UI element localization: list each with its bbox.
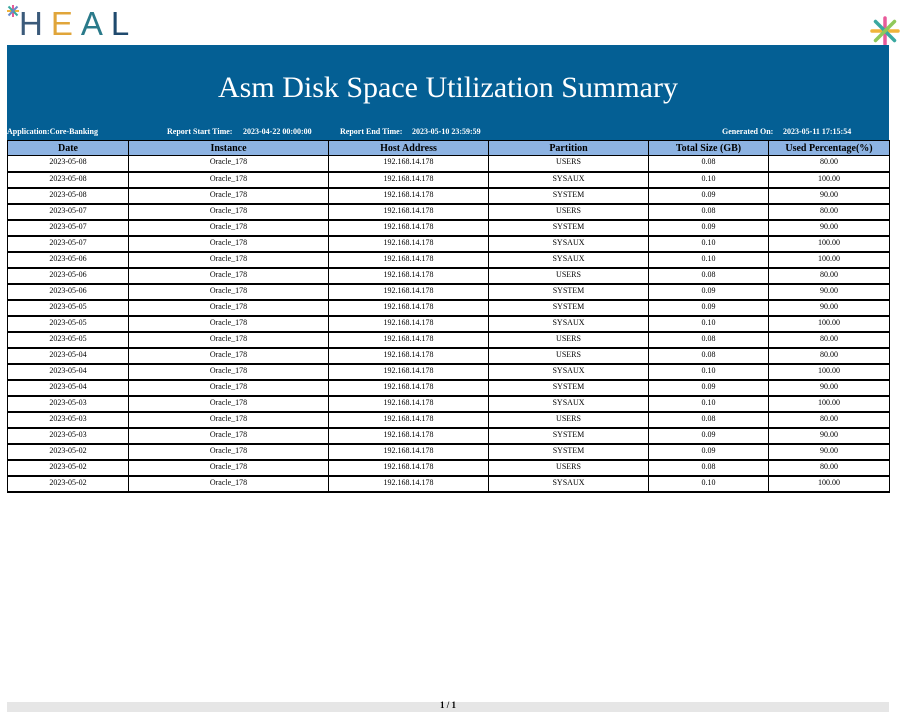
table-cell: SYSAUX xyxy=(489,252,649,268)
table-cell: Oracle_178 xyxy=(129,476,329,492)
column-header: Partition xyxy=(489,141,649,156)
table-cell: 80.00 xyxy=(769,204,890,220)
table-cell: SYSTEM xyxy=(489,300,649,316)
asterisk-logo-icon xyxy=(6,4,20,18)
table-cell: 192.168.14.178 xyxy=(329,332,489,348)
table-row xyxy=(8,460,890,476)
table-cell: 192.168.14.178 xyxy=(329,364,489,380)
table-cell: 0.10 xyxy=(649,476,769,492)
table-cell: 0.10 xyxy=(649,364,769,380)
footer-bar xyxy=(7,702,889,712)
table-cell: 2023-05-07 xyxy=(8,204,129,220)
table-cell: 100.00 xyxy=(769,236,890,252)
table-cell: 2023-05-02 xyxy=(8,460,129,476)
table-cell: 90.00 xyxy=(769,380,890,396)
table-cell: 2023-05-03 xyxy=(8,412,129,428)
table-row xyxy=(8,236,890,252)
table-cell: SYSTEM xyxy=(489,380,649,396)
table-cell: 192.168.14.178 xyxy=(329,380,489,396)
table-cell: USERS xyxy=(489,204,649,220)
table-cell: 0.10 xyxy=(649,396,769,412)
table-cell: SYSAUX xyxy=(489,364,649,380)
table-cell: 90.00 xyxy=(769,444,890,460)
table-cell: Oracle_178 xyxy=(129,316,329,332)
table-cell: 192.168.14.178 xyxy=(329,268,489,284)
table-cell: 100.00 xyxy=(769,172,890,188)
table-cell: USERS xyxy=(489,332,649,348)
table-cell: 2023-05-02 xyxy=(8,444,129,460)
table-header-row xyxy=(8,141,890,156)
table-cell: Oracle_178 xyxy=(129,236,329,252)
generated-on-value: 2023-05-11 17:15:54 xyxy=(783,127,852,136)
table-cell: 192.168.14.178 xyxy=(329,156,489,172)
table-cell: SYSAUX xyxy=(489,476,649,492)
table-cell: 90.00 xyxy=(769,428,890,444)
table-cell: 80.00 xyxy=(769,348,890,364)
table-cell: 192.168.14.178 xyxy=(329,172,489,188)
table-row xyxy=(8,220,890,236)
table-cell: Oracle_178 xyxy=(129,428,329,444)
table-cell: 2023-05-07 xyxy=(8,236,129,252)
table-cell: 0.10 xyxy=(649,252,769,268)
table-cell: USERS xyxy=(489,156,649,172)
table-row xyxy=(8,188,890,204)
table-cell: 80.00 xyxy=(769,268,890,284)
table-row xyxy=(8,284,890,300)
table-cell: 192.168.14.178 xyxy=(329,220,489,236)
table-row xyxy=(8,316,890,332)
table-cell: Oracle_178 xyxy=(129,444,329,460)
table-cell: USERS xyxy=(489,412,649,428)
logo-letter: H xyxy=(19,5,51,42)
table-row xyxy=(8,252,890,268)
table-cell: 80.00 xyxy=(769,332,890,348)
table-cell: Oracle_178 xyxy=(129,220,329,236)
table-cell: 0.08 xyxy=(649,332,769,348)
table-cell: Oracle_178 xyxy=(129,460,329,476)
logo-text xyxy=(19,5,137,43)
table-row xyxy=(8,332,890,348)
table-cell: 2023-05-04 xyxy=(8,348,129,364)
table-cell: 2023-05-06 xyxy=(8,268,129,284)
table-cell: 192.168.14.178 xyxy=(329,204,489,220)
table-row xyxy=(8,380,890,396)
end-time-value: 2023-05-10 23:59:59 xyxy=(412,127,481,136)
table-cell: 80.00 xyxy=(769,460,890,476)
report-title: Asm Disk Space Utilization Summary xyxy=(218,71,678,104)
logo-letter: A xyxy=(80,5,111,42)
table-cell: 0.08 xyxy=(649,412,769,428)
table-cell: 0.08 xyxy=(649,204,769,220)
table-cell: 90.00 xyxy=(769,300,890,316)
heal-logo xyxy=(6,4,137,40)
table-row xyxy=(8,444,890,460)
table-cell: 2023-05-03 xyxy=(8,428,129,444)
table-cell: SYSTEM xyxy=(489,444,649,460)
table-cell: 2023-05-06 xyxy=(8,252,129,268)
report-banner xyxy=(7,45,889,140)
table-cell: SYSAUX xyxy=(489,172,649,188)
start-time-label: Report Start Time: xyxy=(167,127,233,136)
table-row xyxy=(8,348,890,364)
table-row xyxy=(8,364,890,380)
table-cell: Oracle_178 xyxy=(129,188,329,204)
table-cell: SYSAUX xyxy=(489,316,649,332)
table-cell: 192.168.14.178 xyxy=(329,300,489,316)
column-header: Date xyxy=(8,141,129,156)
table-cell: 100.00 xyxy=(769,252,890,268)
table-cell: 2023-05-08 xyxy=(8,188,129,204)
table-cell: 192.168.14.178 xyxy=(329,188,489,204)
table-cell: 192.168.14.178 xyxy=(329,236,489,252)
table-cell: SYSAUX xyxy=(489,236,649,252)
table-cell: 0.09 xyxy=(649,220,769,236)
table-cell: 0.08 xyxy=(649,348,769,364)
table-body xyxy=(8,156,890,492)
page-number: 1 / 1 xyxy=(439,700,456,710)
table-cell: 2023-05-05 xyxy=(8,300,129,316)
table-row xyxy=(8,428,890,444)
table-cell: 2023-05-08 xyxy=(8,156,129,172)
table-cell: 90.00 xyxy=(769,220,890,236)
table-row xyxy=(8,268,890,284)
table-cell: 2023-05-04 xyxy=(8,380,129,396)
table-cell: Oracle_178 xyxy=(129,156,329,172)
table-cell: 2023-05-08 xyxy=(8,172,129,188)
logo-letter: L xyxy=(110,5,138,42)
table-cell: 0.10 xyxy=(649,172,769,188)
table-cell: Oracle_178 xyxy=(129,412,329,428)
table-cell: 192.168.14.178 xyxy=(329,284,489,300)
table-cell: 0.10 xyxy=(649,316,769,332)
table-cell: SYSTEM xyxy=(489,428,649,444)
table-cell: USERS xyxy=(489,348,649,364)
table-cell: 192.168.14.178 xyxy=(329,412,489,428)
table-cell: 2023-05-05 xyxy=(8,316,129,332)
table-cell: 80.00 xyxy=(769,412,890,428)
table-cell: 0.08 xyxy=(649,156,769,172)
table-cell: USERS xyxy=(489,460,649,476)
table-cell: 100.00 xyxy=(769,396,890,412)
table-cell: 2023-05-02 xyxy=(8,476,129,492)
disk-space-table xyxy=(7,140,890,493)
end-time-label: Report End Time: xyxy=(340,127,403,136)
table-cell: 2023-05-04 xyxy=(8,364,129,380)
table-cell: Oracle_178 xyxy=(129,348,329,364)
table-cell: 0.09 xyxy=(649,380,769,396)
table-cell: 100.00 xyxy=(769,364,890,380)
table-cell: 192.168.14.178 xyxy=(329,460,489,476)
table-cell: 0.10 xyxy=(649,236,769,252)
table-cell: Oracle_178 xyxy=(129,268,329,284)
table-row xyxy=(8,476,890,492)
table-cell: 0.09 xyxy=(649,428,769,444)
table-cell: 2023-05-03 xyxy=(8,396,129,412)
table-cell: Oracle_178 xyxy=(129,396,329,412)
table-cell: USERS xyxy=(489,268,649,284)
table-cell: 0.08 xyxy=(649,460,769,476)
table-row xyxy=(8,204,890,220)
table-cell: 192.168.14.178 xyxy=(329,476,489,492)
table-cell: 192.168.14.178 xyxy=(329,396,489,412)
table-cell: 2023-05-07 xyxy=(8,220,129,236)
table-cell: Oracle_178 xyxy=(129,172,329,188)
column-header: Host Address xyxy=(329,141,489,156)
table-cell: 0.09 xyxy=(649,300,769,316)
table-cell: SYSAUX xyxy=(489,396,649,412)
table-cell: Oracle_178 xyxy=(129,364,329,380)
table-cell: 0.09 xyxy=(649,444,769,460)
table-row xyxy=(8,156,890,172)
application-name: Application:Core-Banking xyxy=(7,127,98,136)
table-row xyxy=(8,412,890,428)
logo-letter: E xyxy=(50,5,81,42)
table-cell: 192.168.14.178 xyxy=(329,348,489,364)
table-cell: 80.00 xyxy=(769,156,890,172)
table-cell: 192.168.14.178 xyxy=(329,316,489,332)
generated-on-label: Generated On: xyxy=(722,127,774,136)
table-cell: 100.00 xyxy=(769,476,890,492)
table-row xyxy=(8,172,890,188)
table-cell: SYSTEM xyxy=(489,220,649,236)
table-row xyxy=(8,300,890,316)
table-cell: Oracle_178 xyxy=(129,332,329,348)
table-cell: 192.168.14.178 xyxy=(329,252,489,268)
table-cell: Oracle_178 xyxy=(129,204,329,220)
table-cell: 192.168.14.178 xyxy=(329,428,489,444)
column-header: Total Size (GB) xyxy=(649,141,769,156)
table-cell: 0.09 xyxy=(649,188,769,204)
table-cell: 100.00 xyxy=(769,316,890,332)
table-cell: Oracle_178 xyxy=(129,380,329,396)
table-cell: Oracle_178 xyxy=(129,300,329,316)
table-cell: 0.08 xyxy=(649,268,769,284)
table-cell: 0.09 xyxy=(649,284,769,300)
column-header: Instance xyxy=(129,141,329,156)
table-cell: 90.00 xyxy=(769,188,890,204)
table-cell: 192.168.14.178 xyxy=(329,444,489,460)
asterisk-icon xyxy=(870,16,900,46)
table-cell: SYSTEM xyxy=(489,284,649,300)
table-cell: Oracle_178 xyxy=(129,252,329,268)
table-cell: SYSTEM xyxy=(489,188,649,204)
start-time-value: 2023-04-22 00:00:00 xyxy=(243,127,312,136)
table-cell: 90.00 xyxy=(769,284,890,300)
table-cell: 2023-05-05 xyxy=(8,332,129,348)
table-cell: Oracle_178 xyxy=(129,284,329,300)
column-header: Used Percentage(%) xyxy=(769,141,890,156)
table-cell: 2023-05-06 xyxy=(8,284,129,300)
table-row xyxy=(8,396,890,412)
